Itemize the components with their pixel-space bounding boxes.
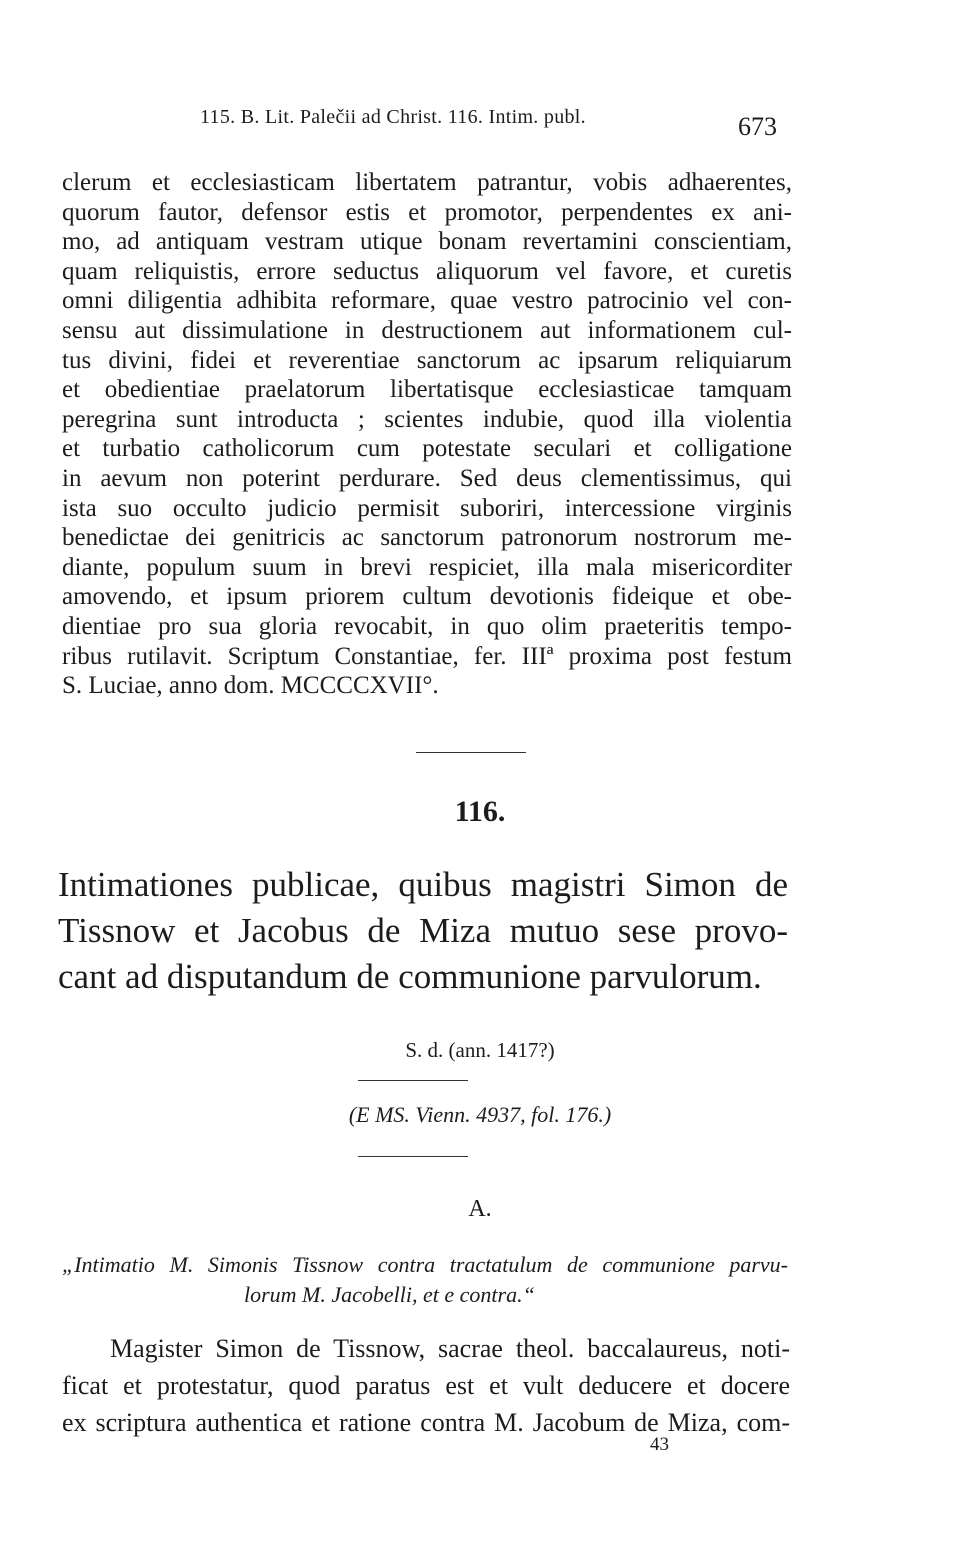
text-line: et turbatio catholicorum cum potestate seculari et colligatione bbox=[62, 435, 792, 463]
text-line: tus divini, fidei et reverentiae sanctorum ac ipsarum reliquiarum bbox=[62, 346, 792, 374]
text-line: ribus rutilavit. Scriptum Constantiae, fer. IIIª proxima post festum bbox=[62, 642, 792, 670]
text-line: diante, populum suum in brevi respiciet, illa mala misericorditer bbox=[62, 553, 792, 581]
text-line: dientiae pro sua gloria revocabit, in quo olim praeteritis tempo- bbox=[62, 612, 792, 640]
signature-mark: 43 bbox=[650, 1434, 669, 1455]
source-divider bbox=[358, 1156, 468, 1157]
heading-line: Tissnow et Jacobus de Miza mutuo sese provo- bbox=[58, 911, 788, 950]
title-line: lorum M. Jacobelli, et e contra.“ bbox=[244, 1282, 535, 1307]
text-line: omni diligentia adhibita reformare, quae vestro patrocinio vel con- bbox=[62, 287, 792, 315]
text-line: peregrina sunt introducta ; scientes indubie, quod illa violentia bbox=[62, 405, 792, 433]
text-line: et obedientiae praelatorum libertatisque ecclesiasticae tamquam bbox=[62, 376, 792, 404]
text-line: amovendo, et ipsum priorem cultum devotionis fideique et obe- bbox=[62, 583, 792, 611]
text-line: mo, ad antiquam vestram utique bonam revertamini conscientiam, bbox=[62, 228, 792, 256]
text-line: benedictae dei genitricis ac sanctorum patronorum nostrorum me- bbox=[62, 524, 792, 552]
text-line: quorum fautor, defensor estis et promotor, perpendentes ex ani- bbox=[62, 198, 792, 226]
text-line: ex scriptura authentica et ratione contra M. Jacobum de Miza, com- bbox=[62, 1408, 790, 1437]
document-heading bbox=[58, 862, 788, 1000]
page-number: 673 bbox=[738, 112, 777, 141]
heading-line: Intimationes publicae, quibus magistri Simon de bbox=[58, 865, 788, 904]
source-reference: (E MS. Vienn. 4937, fol. 176.) bbox=[348, 1102, 612, 1127]
document-number: 116. bbox=[454, 795, 506, 828]
section-letter: A. bbox=[468, 1196, 492, 1222]
intimatio-body bbox=[62, 1330, 790, 1441]
running-head: 115. B. Lit. Palečii ad Christ. 116. Intim. publ. bbox=[200, 106, 586, 128]
text-line: quam reliquistis, errore seductus aliquorum vel favore, et curetis bbox=[62, 257, 792, 285]
text-line: Magister Simon de Tissnow, sacrae theol. baccalaureus, noti- bbox=[110, 1334, 790, 1363]
text-line: in aevum non poterint perdurare. Sed deus clementissimus, qui bbox=[62, 464, 792, 492]
heading-line: cant ad disputandum de communione parvulorum. bbox=[58, 957, 762, 996]
intimatio-title bbox=[62, 1250, 788, 1310]
text-line: clerum et ecclesiasticam libertatem patrantur, vobis adhaerentes, bbox=[62, 169, 792, 196]
date-divider bbox=[358, 1080, 468, 1081]
text-line: ista suo occulto judicio permisit suboriri, intercessione virginis bbox=[62, 494, 792, 522]
section-divider bbox=[416, 752, 526, 753]
letter-body bbox=[62, 168, 792, 701]
date-line: S. d. (ann. 1417?) bbox=[405, 1038, 555, 1062]
text-line: S. Luciae, anno dom. MCCCCXVII°. bbox=[62, 672, 439, 700]
text-line: sensu aut dissimulatione in destructionem aut informationem cul- bbox=[62, 316, 792, 344]
title-line: „Intimatio M. Simonis Tissnow contra tractatulum de communione parvu- bbox=[62, 1252, 788, 1277]
text-line: ficat et protestatur, quod paratus est et vult deducere et docere bbox=[62, 1371, 790, 1400]
